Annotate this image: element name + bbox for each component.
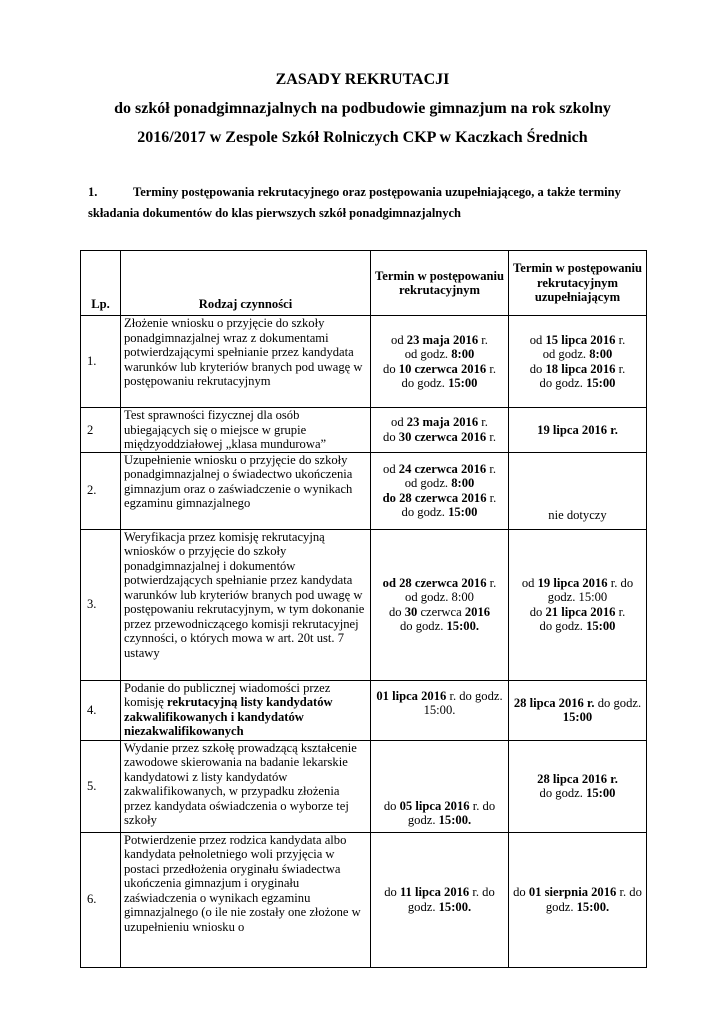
row-lp: 6. — [81, 832, 121, 967]
term-time: 15:00. — [438, 813, 472, 827]
term-text: od godz. — [542, 347, 590, 361]
term-text: do — [529, 604, 546, 619]
page-subtitle-line2: 2016/2017 w Zespole Szkół Rolniczych CKP w Kaczkach Średnich — [137, 129, 588, 146]
term-date: 28 lipca 2016 r. — [537, 771, 618, 786]
header-recruitment-term: Termin w postępowaniu rekrutacyjnym — [371, 251, 509, 316]
term-text: od godz. 8:00 — [405, 590, 474, 604]
term-date: 15 lipca 2016 — [545, 332, 616, 347]
table-row — [81, 408, 647, 453]
header-activity: Rodzaj czynności — [121, 251, 371, 316]
term-text: r. — [486, 575, 497, 590]
term-time: 15:00. — [446, 619, 480, 633]
row-lp: 5. — [81, 740, 121, 832]
term-date: 21 lipca 2016 — [545, 604, 616, 619]
term-text: od godz. — [404, 476, 452, 490]
term-time: 8:00 — [451, 476, 475, 490]
term-text: r. — [486, 461, 496, 476]
row-activity: Złożenie wniosku o przyjęcie do szkoły ponadgimnazjalnej wraz z dokumentami potwierdzającymi spełnianie przez kandydata warunków lub kryteriów branych pod uwagę w postępowaniu rekrutacyjnym — [121, 316, 371, 408]
term-date: 30 — [404, 604, 418, 619]
row-supplementary-term — [509, 680, 647, 740]
term-text: od — [521, 575, 538, 590]
term-text: r. — [478, 332, 488, 347]
row-lp: 2. — [81, 452, 121, 529]
term-time: 15:00. — [576, 899, 610, 914]
table-row — [81, 316, 647, 408]
term-text: r. do godz. — [446, 688, 503, 703]
row-recruitment-term — [371, 832, 509, 967]
section-heading — [88, 182, 638, 224]
term-text: r. — [615, 361, 626, 376]
term-text: r. — [486, 429, 496, 444]
header-supplementary-term: Termin w postępowaniu rekrutacyjnym uzupełniającym — [509, 251, 647, 316]
row-lp: 1. — [81, 316, 121, 408]
term-text: r. do godz. — [407, 885, 495, 914]
term-text: r. — [615, 604, 626, 619]
row-recruitment-term — [371, 408, 509, 453]
term-date: 01 sierpnia 2016 — [528, 885, 617, 899]
term-text: r. do godz. — [545, 885, 642, 914]
table-row — [81, 740, 647, 832]
term-text: do — [383, 798, 400, 813]
row-recruitment-term — [371, 529, 509, 680]
term-text: od godz. — [404, 347, 452, 361]
recruitment-schedule-table — [80, 250, 647, 968]
term-text: do godz. — [401, 505, 449, 519]
term-time: 15:00 — [586, 786, 616, 800]
term-date: 18 lipca 2016 — [545, 361, 616, 376]
term-time: 8:00 — [451, 347, 475, 361]
term-text: do godz. — [401, 376, 449, 390]
row-activity: Weryfikacja przez komisję rekrutacyjną wniosków o przyjęcie do szkoły ponadgimnazjalnej i dokumentów potwierdzających spełnianie przez kandydata warunków lub kryteriów branych pod uwagę w postępowaniu rekrutacyjnym, w tym dokonanie przez przewodniczącego komisji rekrutacyjnej czynności, o których mowa w art. 20t ust. 7 ustawy — [121, 529, 371, 680]
term-date: 19 lipca 2016 — [537, 575, 608, 590]
term-text: r. — [478, 415, 488, 430]
term-text: do godz. — [539, 619, 587, 633]
term-time: 15:00 — [448, 376, 478, 390]
term-date: 23 maja 2016 — [406, 332, 479, 347]
term-time: 15:00 — [562, 710, 593, 724]
activity-text-bold: rekrutacyjną listy kandydatów zakwalifikowanych i kandydatów niezakwalifikowanych — [124, 695, 333, 738]
row-lp: 3. — [81, 529, 121, 680]
table-row — [81, 680, 647, 740]
row-supplementary-term: 19 lipca 2016 r. — [509, 408, 647, 453]
term-date: 28 lipca 2016 r. — [513, 695, 595, 710]
row-lp: 2 — [81, 408, 121, 453]
term-date: do 28 czerwca 2016 — [382, 490, 487, 505]
term-text: do godz. — [539, 376, 587, 390]
term-text: r. do godz. 15:00 — [547, 575, 634, 604]
row-lp: 4. — [81, 680, 121, 740]
term-text: do godz. — [539, 786, 587, 800]
term-text: czerwca — [417, 604, 465, 619]
term-text: do — [529, 361, 546, 376]
page-subtitle-line1: do szkół ponadgimnazjalnych na podbudowie gimnazjum na rok szkolny — [114, 100, 611, 117]
term-text: do — [383, 361, 399, 376]
term-time: 15:00. — [423, 703, 456, 717]
activity-text: Podanie do publicznej wiadomości przez komisję — [124, 680, 331, 709]
row-activity: Wydanie przez szkołę prowadzącą kształcenie zawodowe skierowania na badanie lekarskie kandydatowi z listy kandydatów zakwalifikowanych, w przypadku złożenia przez kandydata oświadczenia o wyborze tej szkoły — [121, 740, 371, 832]
row-supplementary-term: nie dotyczy — [509, 452, 647, 529]
table-row — [81, 832, 647, 967]
term-date: 23 maja 2016 — [406, 415, 479, 430]
row-recruitment-term — [371, 740, 509, 832]
term-date: 01 lipca 2016 — [376, 688, 447, 703]
term-text: do — [388, 604, 405, 619]
term-time: 15:00. — [438, 899, 472, 914]
row-supplementary-term — [509, 316, 647, 408]
row-activity: Test sprawności fizycznej dla osób ubiegających się o miejsce w grupie międzyoddziałowej „klasa mundurowa” — [121, 408, 371, 453]
term-text: do godz. — [594, 695, 642, 710]
table-header-row — [81, 251, 647, 316]
row-activity: Potwierdzenie przez rodzica kandydata albo kandydata pełnoletniego woli przyjęcia w postaci przedłożenia oryginału świadectwa ukończenia gimnazjum i oryginału zaświadczenia o wynikach egzaminu gimnazjalnego (o ile nie zostały one złożone w uzupełnieniu wniosku o — [121, 832, 371, 967]
term-date: 11 lipca 2016 — [399, 885, 470, 899]
row-activity — [121, 680, 371, 740]
section-text: Terminy postępowania rekrutacyjnego oraz postępowania uzupełniającego, a także terminy składania dokumentów do klas pierwszych szkół ponadgimnazjalnych — [88, 185, 621, 220]
term-text: r. — [615, 332, 626, 347]
term-text: od — [383, 461, 399, 476]
row-activity: Uzupełnienie wniosku o przyjęcie do szkoły ponadgimnazjalnej o świadectwo ukończenia gimnazjum oraz o zaświadczenie o wynikach egzaminu gimnazjalnego — [121, 452, 371, 529]
term-text: do — [384, 885, 400, 899]
term-date: od 28 czerwca 2016 — [382, 575, 487, 590]
row-supplementary-term — [509, 740, 647, 832]
term-date: 05 lipca 2016 — [399, 798, 470, 813]
term-text: r. — [486, 361, 496, 376]
term-date: 30 czerwca 2016 — [398, 429, 487, 444]
term-text: od — [391, 415, 407, 430]
term-text: od — [529, 332, 546, 347]
row-supplementary-term — [509, 529, 647, 680]
term-date: 2016 — [464, 604, 491, 619]
row-recruitment-term — [371, 452, 509, 529]
term-time: 8:00 — [589, 347, 613, 361]
term-text: r. do godz. — [407, 798, 496, 827]
term-time: 15:00 — [586, 619, 616, 633]
table-row — [81, 452, 647, 529]
term-date: 10 czerwca 2016 — [398, 361, 487, 376]
term-time: 15:00 — [586, 376, 616, 390]
section-number: 1. — [88, 185, 98, 199]
term-text: do — [383, 429, 399, 444]
row-supplementary-term — [509, 832, 647, 967]
row-recruitment-term — [371, 316, 509, 408]
term-time: 15:00 — [448, 505, 478, 519]
term-text: do godz. — [399, 619, 447, 633]
row-recruitment-term — [371, 680, 509, 740]
term-text: do — [513, 885, 529, 899]
term-date: 24 czerwca 2016 — [398, 461, 487, 476]
header-lp: Lp. — [81, 251, 121, 316]
page-title: ZASADY REKRUTACJI — [275, 71, 450, 88]
term-text: r. — [486, 490, 497, 505]
table-row — [81, 529, 647, 680]
term-text: od — [391, 332, 407, 347]
